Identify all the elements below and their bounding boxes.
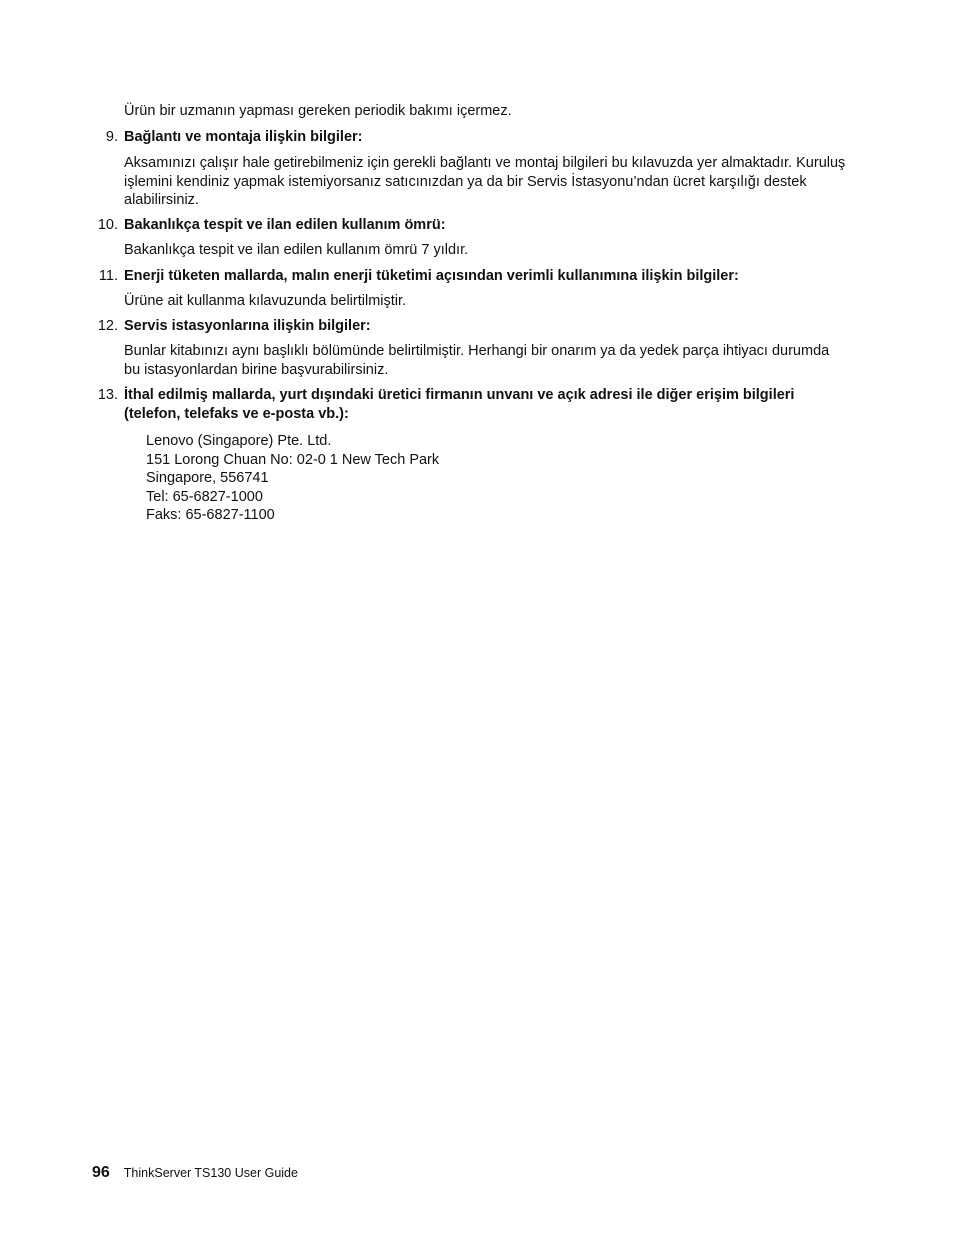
intro-paragraph: Ürün bir uzmanın yapması gereken periodik bakımı içermez. [124,103,512,119]
list-item-number: 11. [98,268,118,284]
list-item-number: 12. [97,318,118,334]
page-number: 96 [92,1164,110,1181]
address-line: Singapore, 556741 [146,470,269,487]
list-item-heading: Bağlantı ve montaja ilişkin bilgiler: [124,129,363,145]
address-line: Faks: 65-6827-1100 [146,507,275,524]
list-item-body: Bunlar kitabınızı aynı başlıklı bölümünde belirtilmiştir. Herhangi bir onarım ya da yedek parça ihtiyacı durumda bu istasyonlardan birine başvurabilirsiniz. [124,343,830,378]
list-item-heading: Enerji tüketen mallarda, malın enerji tüketimi açısından verimli kullanımına ilişkin bilgiler: [124,268,739,284]
list-item-number: 9. [105,129,118,145]
document-title: ThinkServer TS130 User Guide [123,1166,298,1180]
list-item-heading: İthal edilmiş mallarda, yurt dışındaki üretici firmanın unvanı ve açık adresi ile diğer erişim bilgileri (telefon, telefaks ve e-posta vb.): [124,387,795,422]
list-item-body: Ürüne ait kullanma kılavuzunda belirtilmiştir. [124,293,407,309]
address-line: 151 Lorong Chuan No: 02-0 1 New Tech Park [146,451,440,468]
list-item-body: Bakanlıkça tespit ve ilan edilen kullanım ömrü 7 yıldır. [124,242,469,258]
list-item-body: Aksamınızı çalışır hale getirebilmeniz için gerekli bağlantı ve montaj bilgileri bu kılavuzda yer almaktadır. Kuruluş işlemini kendiniz yapmak istemiyorsanız satıcınızdan ya da bir Servis İstasyonu’ndan ücret karşılığı destek alabilirsiniz. [124,155,846,209]
manufacturer-address [146,432,746,525]
list-item-heading: Servis istasyonlarına ilişkin bilgiler: [124,318,371,334]
page-footer [92,1164,298,1183]
list-item-heading: Bakanlıkça tespit ve ilan edilen kullanım ömrü: [124,217,446,233]
address-line: Tel: 65-6827-1000 [146,488,263,505]
list-item-number: 13. [97,387,118,403]
list-item-number: 10. [97,217,118,233]
address-line: Lenovo (Singapore) Pte. Ltd. [146,433,332,449]
